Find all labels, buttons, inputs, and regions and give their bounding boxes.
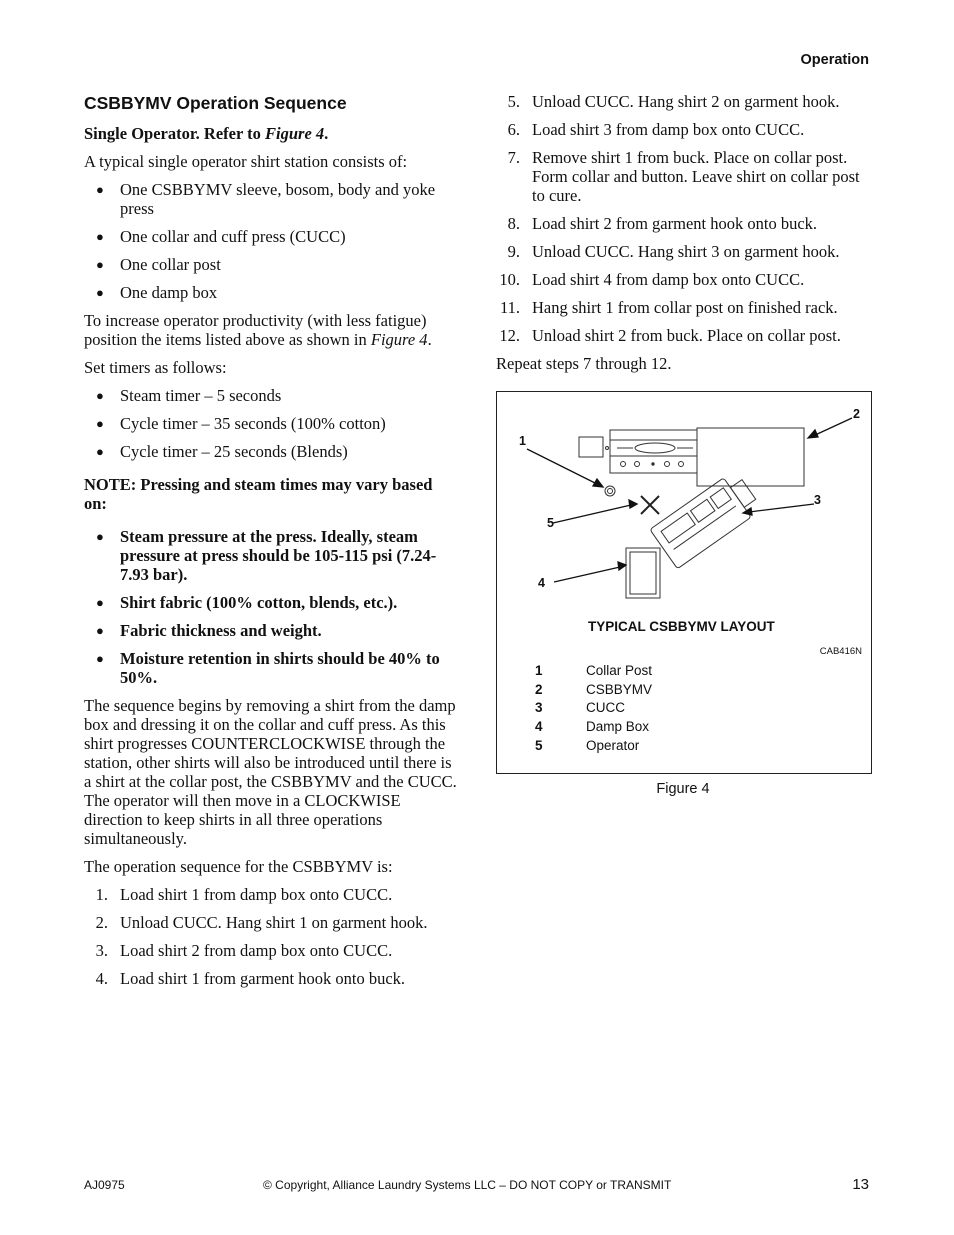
list-item <box>496 270 872 289</box>
list-item <box>496 120 872 139</box>
legend-row <box>497 663 871 681</box>
operator-marker <box>641 496 659 514</box>
cucc-press-drawing <box>650 470 763 569</box>
legend-label: Collar Post <box>586 663 653 678</box>
step-text: Unload CUCC. Hang shirt 1 on garment hook. <box>120 913 428 932</box>
list-item: ● One collar post <box>84 255 459 274</box>
list-item: ● One collar and cuff press (CUCC) <box>84 227 459 246</box>
list-item: ● Moisture retention in shirts should be 40% to 50%. <box>84 649 459 687</box>
step-number: 3. <box>95 941 108 960</box>
step-text: Load shirt 3 from damp box onto CUCC. <box>532 120 805 139</box>
section-title: CSBBYMV Operation Sequence <box>84 93 347 113</box>
copyright-notice: © Copyright, Alliance Laundry Systems LLC – DO NOT COPY or TRANSMIT <box>263 1178 672 1192</box>
right-column <box>496 92 872 382</box>
step-text: Remove shirt 1 from buck. Place on collar post. Form collar and button. Leave shirt on collar post to cure. <box>532 148 860 205</box>
step-number: 2. <box>95 913 108 932</box>
figure-box <box>496 391 872 774</box>
list-item <box>496 92 872 111</box>
step-text: Load shirt 1 from garment hook onto buck. <box>120 969 406 988</box>
list-item <box>496 242 872 261</box>
list-item: ● Steam pressure at the press. Ideally, steam pressure at press should be 105-115 psi (7.24-7.93 bar). <box>84 527 459 584</box>
list-item <box>496 298 872 317</box>
step-number: 11. <box>499 298 520 317</box>
callout-2: 2 <box>853 407 860 421</box>
subheading-text: Single Operator. Refer to <box>84 124 266 143</box>
productivity-text: To increase operator productivity (with less fatigue) position the items listed above as shown in <box>84 311 427 349</box>
list-item: ● Shirt fabric (100% cotton, blends, etc.). <box>84 593 459 612</box>
legend-row <box>497 682 871 700</box>
subheading-end: . <box>324 124 329 143</box>
callout-4: 4 <box>538 576 545 590</box>
step-number: 1. <box>95 885 108 904</box>
sequence-description: The sequence begins by removing a shirt from the damp box and dressing it on the collar and cuff press. As this shirt progresses COUNTERCLOCKWISE through the station, other shirts will also be introduced until there is a shirt at the collar post, the CSBBYMV and the CUCC. The operator will then move in a CLOCKWISE direction to keep shirts in all three operations simultaneously. <box>84 696 457 848</box>
list-item: ● One damp box <box>84 283 459 302</box>
step-text: Unload CUCC. Hang shirt 2 on garment hook. <box>532 92 840 111</box>
legend-row <box>497 719 871 737</box>
figure-reference[interactable]: Figure 4 <box>265 124 325 143</box>
step-text: Unload CUCC. Hang shirt 3 on garment hook. <box>532 242 840 261</box>
list-item <box>496 326 872 345</box>
step-number: 9. <box>507 242 520 261</box>
step-number: 5. <box>507 92 520 111</box>
figure-title: TYPICAL CSBBYMV LAYOUT <box>588 619 775 634</box>
timers-intro: Set timers as follows: <box>84 358 227 377</box>
timers-list <box>84 386 459 461</box>
list-item <box>496 214 872 233</box>
csbbymv-press-drawing <box>579 428 804 486</box>
legend-number: 5 <box>535 738 543 753</box>
callout-5: 5 <box>547 516 554 530</box>
step-text: Load shirt 2 from garment hook onto buck. <box>532 214 818 233</box>
step-number: 6. <box>507 120 520 139</box>
legend-row <box>497 700 871 718</box>
legend-label: Operator <box>586 738 640 753</box>
intro-paragraph: A typical single operator shirt station consists of: <box>84 152 408 171</box>
page-number: 13 <box>852 1176 869 1193</box>
list-item <box>84 885 459 904</box>
legend-number: 1 <box>535 663 543 678</box>
step-number: 12. <box>499 326 520 345</box>
steps-list-left <box>84 885 459 988</box>
legend-number: 4 <box>535 719 543 734</box>
list-item <box>496 148 872 205</box>
list-item <box>84 941 459 960</box>
collar-post-drawing <box>605 486 615 496</box>
step-number: 10. <box>499 270 520 289</box>
step-text: Hang shirt 1 from collar post on finished rack. <box>532 298 838 317</box>
figure-caption: Figure 4 <box>656 781 710 797</box>
note-paragraph: NOTE: Pressing and steam times may vary based on: <box>84 475 433 513</box>
legend-number: 3 <box>535 700 543 715</box>
productivity-paragraph <box>84 311 459 349</box>
note-items-list <box>84 527 459 687</box>
layout-diagram <box>497 392 871 622</box>
step-text: Load shirt 1 from damp box onto CUCC. <box>120 885 393 904</box>
document-id: AJ0975 <box>84 1178 125 1192</box>
callout-1: 1 <box>519 434 526 448</box>
list-item: ● Fabric thickness and weight. <box>84 621 459 640</box>
callout-3: 3 <box>814 493 821 507</box>
step-number: 7. <box>507 148 520 167</box>
productivity-end: . <box>427 330 432 349</box>
legend-label: CUCC <box>586 700 625 715</box>
step-text: Load shirt 4 from damp box onto CUCC. <box>532 270 805 289</box>
legend-row <box>497 738 871 756</box>
left-column <box>84 92 459 997</box>
legend-label: CSBBYMV <box>586 682 653 697</box>
station-items-list <box>84 180 459 302</box>
figure-reference[interactable]: Figure 4 <box>370 330 428 349</box>
legend-label: Damp Box <box>586 719 650 734</box>
damp-box-drawing <box>626 548 660 598</box>
step-number: 8. <box>507 214 520 233</box>
steps-list-right <box>496 92 872 345</box>
list-item <box>84 913 459 932</box>
subheading <box>84 124 459 143</box>
step-text: Load shirt 2 from damp box onto CUCC. <box>120 941 393 960</box>
step-text: Unload shirt 2 from buck. Place on collar post. <box>532 326 841 345</box>
step-number: 4. <box>95 969 108 988</box>
list-item: ● One CSBBYMV sleeve, bosom, body and yoke press <box>84 180 459 218</box>
list-item: ● Cycle timer – 25 seconds (Blends) <box>84 442 459 461</box>
list-item <box>84 969 459 988</box>
sequence-intro: The operation sequence for the CSBBYMV is: <box>84 857 393 876</box>
repeat-note: Repeat steps 7 through 12. <box>496 354 672 373</box>
list-item: ● Steam timer – 5 seconds <box>84 386 459 405</box>
section-header: Operation <box>800 52 869 68</box>
leader-arrows <box>527 418 852 582</box>
list-item: ● Cycle timer – 35 seconds (100% cotton) <box>84 414 459 433</box>
legend-number: 2 <box>535 682 543 697</box>
figure-code: CAB416N <box>819 646 862 657</box>
